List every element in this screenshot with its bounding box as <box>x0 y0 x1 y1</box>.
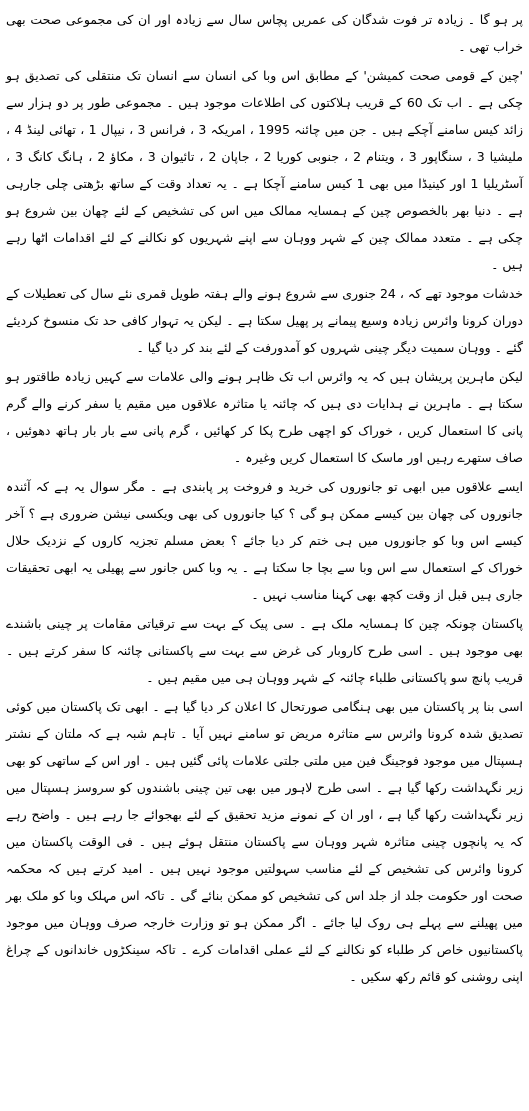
article-paragraph: لیکن ماہرین پریشان ہیں کہ یہ وائرس اب تک ظاہر ہونے والی علامات سے کہیں زیادہ طاقتور ہو سکتا ہے ۔ ماہرین نے ہدایات دی ہیں کہ چائنہ یا متاثرہ علاقوں میں مقیم یا سفر کرنے والے گرم پانی کا استعمال کریں ، خوراک کو اچھی طرح پکا کر کھائیں ، گرم پانی سے بار بار ہاتھ دھوئیں ، صاف ستھرے رہیں اور ماسک کا استعمال کریں وغیرہ ۔ <box>6 369 523 465</box>
article-paragraph: 'چین کے قومی صحت کمیشن' کے مطابق اس وبا کی انسان سے انسان تک منتقلی کی تصدیق ہو چکی ہے ۔ اب تک 60 کے قریب ہلاکتوں کی اطلاعات موجود ہیں ۔ مجموعی طور پر دو ہزار سے زائد کیس سامنے آچکے ہیں ۔ جن میں چائنہ 1995 ، امریکہ 3 ، فرانس 3 ، نیپال 1 ، تھائی لینڈ 4 ، ملیشیا 3 ، سنگاپور 3 ، ویتنام 2 ، جنوبی کوریا 2 ، جاپان 2 ، تائیوان 3 ، مکاؤ 2 ، ہانگ کانگ 3 ، آسٹریلیا 1 اور کینیڈا میں بھی 1 کیس سامنے آچکا ہے ۔ یہ تعداد وقت کے ساتھ بڑھتی چلی جارہی ہے ۔ دنیا بھر بالخصوص چین کے ہمسایہ ممالک میں اس کی تشخیص کے لئے چھان بین شروع ہو چکی ہے ۔ متعدد ممالک چین کے شہر ووہان سے اپنے شہریوں کو نکالنے کے لئے اقدامات اٹھا رہے ہیں ۔ <box>6 68 524 272</box>
article-paragraph: ایسے علاقوں میں ابھی تو جانوروں کی خرید و فروخت پر پابندی ہے ۔ مگر سوال یہ ہے کہ آئندہ جانوروں کی چھان بین کیسے ممکن ہو گی ؟ کیا جانوروں کی بھی ویکسی نیشن ضروری ہے ؟ آخر کیسے اس وبا کو جانوروں میں ہی ختم کر دیا جائے ؟ بعض مسلم تجزیہ کاروں کے نزدیک حلال خوراک کے استعمال سے اس وبا سے بچا جا سکتا ہے ۔ یہ وبا کس جانور سے پھیلی یہ ابھی تحقیقات جاری ہیں قبل از وقت کچھ بھی کہنا مناسب نہیں ۔ <box>6 479 523 602</box>
article-paragraph: پر ہو گا ۔ زیادہ تر فوت شدگان کی عمریں پچاس سال سے زیادہ اور ان کی مجموعی صحت بھی خراب تھی ۔ <box>6 12 523 54</box>
article-paragraph: خدشات موجود تھے کہ ، 24 جنوری سے شروع ہونے والے ہفتہ طویل قمری نئے سال کی تعطیلات کے دوران کرونا وائرس زیادہ وسیع پیمانے پر پھیل سکتا ہے ۔ لیکن یہ تہوار کافی حد تک منسوخ کردیئے گئے ۔ ووہان سمیت دیگر چینی شہروں کو آمدورفت کے لئے بند کر دیا گیا ۔ <box>6 286 524 355</box>
article-paragraph: اسی بنا پر پاکستان میں بھی ہنگامی صورتحال کا اعلان کر دیا گیا ہے ۔ ابھی تک پاکستان میں کوئی تصدیق شدہ کرونا وائرس سے متاثرہ مریض تو سامنے نہیں آیا ۔ تاہم شبہ ہے کہ ملتان کے نشتر ہسپتال میں موجود فوجینگ فین میں ملتی جلتی علامات پائی گئیں ہیں ۔ اور اس کے ساتھی کو بھی زیر نگہداشت رکھا گیا ہے ۔ اسی طرح لاہور میں بھی تین چینی باشندوں کو سروسز ہسپتال میں زیر نگہداشت رکھا گیا ہے ، اور ان کے نمونے مزید تحقیق کے لئے بھجوائے جا رہے ہیں ۔ واضح رہے کہ یہ پانچوں چینی متاثرہ شہر ووہان سے پاکستان منتقل ہوئے ہیں ۔ فی الوقت پاکستان میں کرونا وائرس کی تشخیص کے لئے مناسب سہولتیں موجود نہیں ہیں ۔ امید کرتے ہیں کہ محکمہ صحت اور حکومت جلد از جلد اس کی تشخیص کو ممکن بنائے گی ۔ تاکہ اس مہلک وبا کو ملک بھر میں پھیلنے سے پہلے ہی روک لیا جائے ۔ اگر ممکن ہو تو وزارت خارجہ صرف ووہان میں موجود پاکستانیوں خاص کر طلباء کو نکالنے کے لئے عملی اقدامات کرے ۔ تاکہ سینکڑوں خاندانوں کے چراغ اپنی روشنی کو قائم رکھ سکیں ۔ <box>6 699 523 984</box>
article-paragraph: پاکستان چونکہ چین کا ہمسایہ ملک ہے ۔ سی پیک کے بہت سے ترقیاتی مقامات پر چینی باشندے بھی موجود ہیں ۔ اسی طرح کاروبار کی غرض سے بہت سے پاکستانی چائنہ کا سفر کرتے ہیں ۔ قریب پانچ سو پاکستانی طلباء چائنہ کے شہر ووہان ہی میں مقیم ہیں ۔ <box>6 616 523 685</box>
